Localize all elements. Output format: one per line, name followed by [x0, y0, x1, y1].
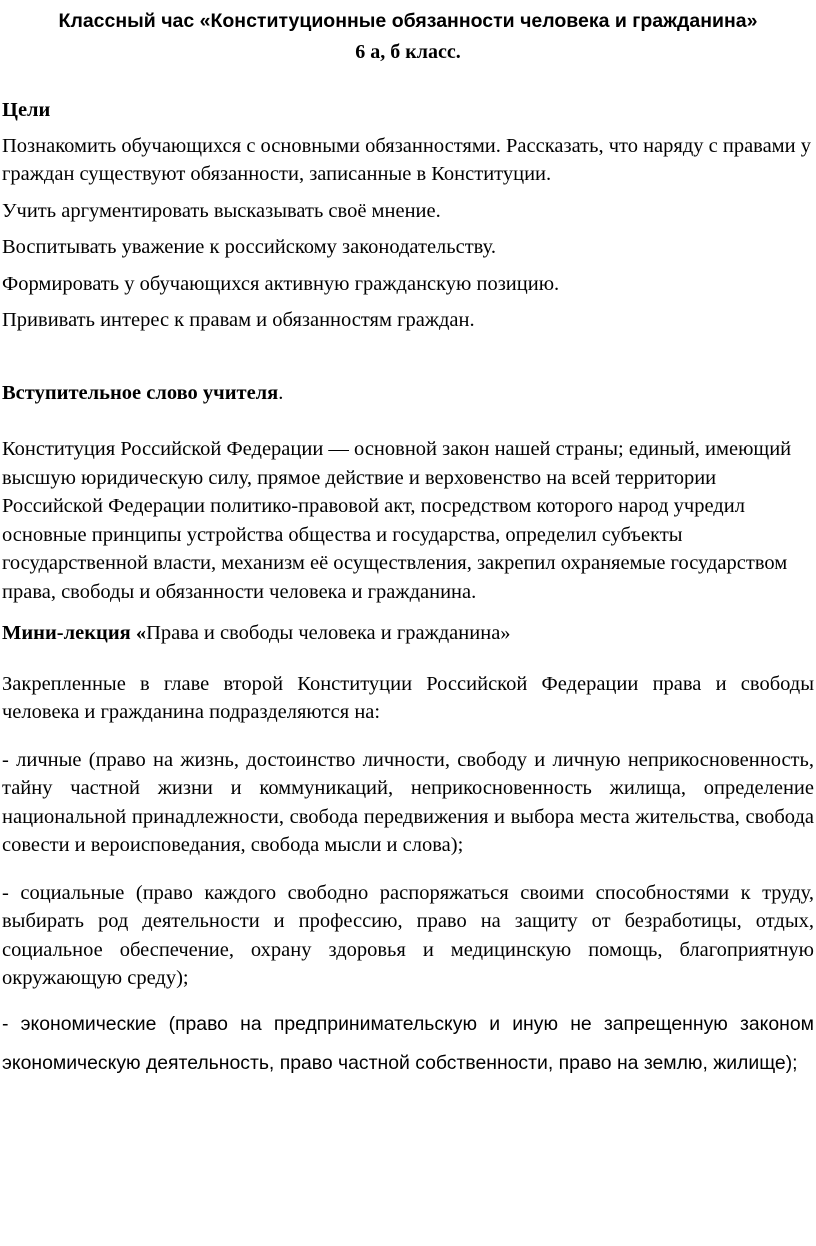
intro-heading-punct: .	[278, 381, 284, 404]
document-title: Классный час «Конституционные обязанности человека и гражданина»	[58, 10, 758, 32]
lecture-intro-paragraph: Закрепленные в главе второй Конституции Российской Федерации права и свободы человека и гражданина подразделяются на:	[2, 672, 814, 723]
intro-heading-text: Вступительное слово учителя	[2, 381, 279, 404]
goal-item: Познакомить обучающихся с основными обязанностями. Рассказать, что наряду с правами у граждан существуют обязанности, записанные в Конституции.	[2, 134, 811, 185]
goal-item: Учить аргументировать высказывать своё мнение.	[2, 199, 441, 222]
lecture-heading-bold: Мини-лекция «	[2, 622, 147, 644]
rights-social-paragraph: - социальные (право каждого свободно распоряжаться своими способностями к труду, выбирать род деятельности и профессию, право на защиту от безработицы, отдых, социальное обеспечение, охрану здоровья и медицинскую помощь, благоприятную окружающую среду);	[2, 881, 814, 989]
goal-item: Воспитывать уважение к российскому законодательству.	[2, 236, 496, 258]
goal-item: Формировать у обучающихся активную гражданскую позицию.	[2, 272, 560, 295]
rights-economic-paragraph: - экономические (право на предпринимательскую и иную не запрещенную законом экономическую деятельность, право частной собственности, право на землю, жилище);	[2, 1012, 814, 1074]
goal-item: Прививать интерес к правам и обязанностям граждан.	[2, 309, 475, 331]
lecture-heading	[0, 619, 816, 648]
document-subtitle: 6 а, б класс.	[355, 41, 461, 63]
lecture-heading-rest: Права и свободы человека и гражданина»	[146, 622, 511, 644]
intro-heading	[0, 379, 816, 408]
rights-personal-paragraph: - личные (право на жизнь, достоинство личности, свободу и личную неприкосновенность, тайну частной жизни и коммуникаций, неприкосновенность жилища, определение национальной принадлежности, свобода передвижения и выбора места жительства, свобода совести и вероисповедания, свобода мысли и слова);	[2, 748, 814, 856]
intro-paragraph: Конституция Российской Федерации — основной закон нашей страны; единый, имеющий высшую юридическую силу, прямое действие и верховенство на всей территории Российской Федерации политико-правовой акт, посредством которого народ учредил основные принципы устройства общества и государства, определил субъекты государственной власти, механизм её осуществления, закрепил охраняемые государством права, свободы и обязанности человека и гражданина.	[2, 438, 792, 603]
goals-heading: Цели	[2, 99, 51, 121]
